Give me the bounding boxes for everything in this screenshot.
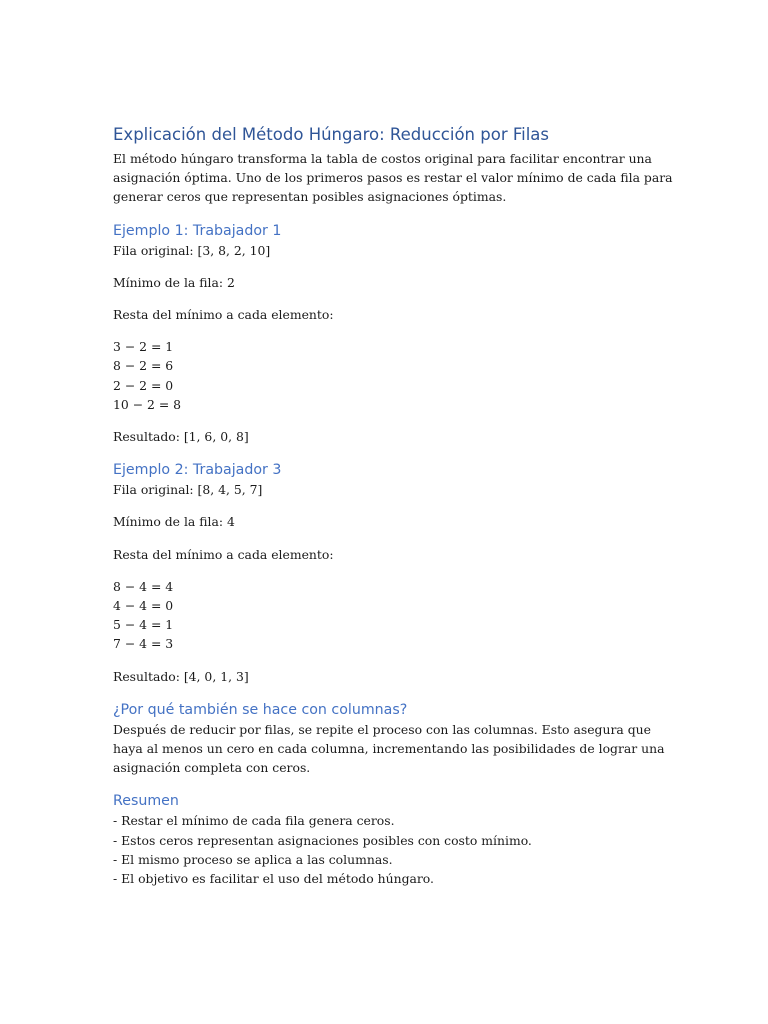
- columns-paragraph: Después de reducir por filas, se repite el proceso con las columnas. Esto asegura que haya al menos un cero en cada columna, incrementando las posibilidades de lograr una asignación completa con ceros.: [113, 721, 665, 776]
- example2-subtract-label: Resta del mínimo a cada elemento:: [113, 546, 334, 562]
- example2-operation: 5 − 4 = 1: [113, 617, 174, 633]
- example1-original-row: Fila original: [3, 8, 2, 10]: [113, 242, 271, 258]
- summary-item: - Estos ceros representan asignaciones posibles con costo mínimo.: [113, 832, 532, 848]
- example2-heading: Ejemplo 2: Trabajador 3: [113, 462, 282, 479]
- example1-operation: 8 − 2 = 6: [113, 358, 174, 374]
- example2-operation: 8 − 4 = 4: [113, 578, 174, 594]
- example1-heading: Ejemplo 1: Trabajador 1: [113, 222, 282, 239]
- summary-item: - El objetivo es facilitar el uso del método húngaro.: [113, 871, 434, 887]
- example1-operation: 3 − 2 = 1: [113, 339, 174, 355]
- summary-list: [113, 811, 673, 888]
- intro-paragraph: El método húngaro transforma la tabla de costos original para facilitar encontrar una asignación óptima. Uno de los primeros pasos es restar el valor mínimo de cada fila para generar ceros que representan posibles asignaciones óptimas.: [113, 151, 673, 205]
- example2-operation: 7 − 4 = 3: [113, 636, 174, 652]
- summary-heading: Resumen: [113, 793, 179, 810]
- summary-item: - Restar el mínimo de cada fila genera ceros.: [113, 813, 395, 829]
- example1-result: Resultado: [1, 6, 0, 8]: [113, 429, 249, 445]
- example1-subtract-label: Resta del mínimo a cada elemento:: [113, 307, 334, 323]
- summary-item: - El mismo proceso se aplica a las columnas.: [113, 851, 393, 867]
- example2-operation: 4 − 4 = 0: [113, 598, 174, 614]
- example1-operations: [113, 337, 673, 414]
- document-title: Explicación del Método Húngaro: Reducción por Filas: [113, 125, 550, 144]
- example2-operations: [113, 577, 673, 654]
- example1-operation: 2 − 2 = 0: [113, 377, 174, 393]
- example2-minimum: Mínimo de la fila: 4: [113, 514, 235, 530]
- example1-minimum: Mínimo de la fila: 2: [113, 274, 235, 290]
- example1-operation: 10 − 2 = 8: [113, 396, 182, 412]
- document-page: [113, 124, 673, 888]
- example2-result: Resultado: [4, 0, 1, 3]: [113, 668, 249, 684]
- columns-heading: ¿Por qué también se hace con columnas?: [113, 701, 408, 718]
- example2-original-row: Fila original: [8, 4, 5, 7]: [113, 482, 263, 498]
